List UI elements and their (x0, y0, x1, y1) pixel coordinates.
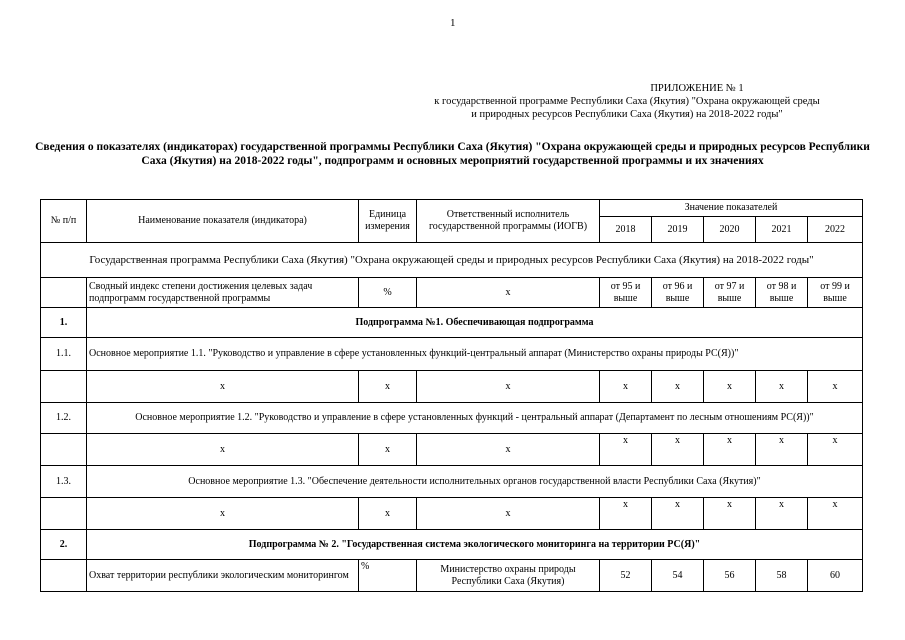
measure-1-2-value: х (756, 434, 808, 466)
measure-1-3-value: х (652, 498, 704, 530)
summary-value: от 98 и выше (756, 278, 808, 308)
measure-1-2-value: х (600, 434, 652, 466)
measure-1-1-value: х (756, 371, 808, 403)
indicator-value: 54 (652, 560, 704, 592)
indicator-name: Охват территории республики экологическим мониторингом (87, 560, 359, 592)
summary-unit: % (359, 278, 417, 308)
measure-1-1-value: х (704, 371, 756, 403)
header-year: 2020 (704, 217, 756, 243)
header-row-1 (41, 200, 863, 217)
measure-1-1-num: 1.1. (41, 338, 87, 371)
indicator-value: 58 (756, 560, 808, 592)
annex-line-1: ПРИЛОЖЕНИЕ № 1 (650, 83, 744, 94)
header-num: № п/п (41, 200, 87, 243)
summary-name: Сводный индекс степени достижения целевых задач подпрограмм государственной программы (87, 278, 359, 308)
subprogram-1-row (41, 308, 863, 338)
annex-line-3: и природных ресурсов Республики Саха (Якутия) на 2018-2022 годы" (471, 109, 783, 120)
measure-1-1-value: х (808, 371, 863, 403)
program-row (41, 243, 863, 278)
indicator-row (41, 560, 863, 592)
measure-1-1-executor: х (417, 371, 600, 403)
measure-1-1-value: х (652, 371, 704, 403)
measure-1-1-value: х (600, 371, 652, 403)
indicator-value: 52 (600, 560, 652, 592)
measure-1-3-value: х (600, 498, 652, 530)
measure-1-3-values-row (41, 498, 863, 530)
indicator-unit: % (359, 560, 417, 592)
subprogram-2-title: Подпрограмма № 2. "Государственная система экологического мониторинга на территории РС(Я)" (87, 530, 863, 560)
measure-1-2-value: х (808, 434, 863, 466)
indicator-executor: Министерство охраны природы Республики Саха (Якутия) (417, 560, 600, 592)
measure-1-2-num: 1.2. (41, 403, 87, 434)
summary-value: от 97 и выше (704, 278, 756, 308)
header-unit: Единица измерения (359, 200, 417, 243)
measure-1-1-unit: х (359, 371, 417, 403)
measure-1-3-value: х (756, 498, 808, 530)
header-name: Наименование показателя (индикатора) (87, 200, 359, 243)
measure-1-2-value: х (704, 434, 756, 466)
subprogram-2-num: 2. (41, 530, 87, 560)
header-year: 2021 (756, 217, 808, 243)
header-year: 2018 (600, 217, 652, 243)
measure-1-3-title: Основное мероприятие 1.3. "Обеспечение деятельности исполнительных органов государственной власти Республики Саха (Якутия)" (87, 466, 863, 498)
subprogram-2-row (41, 530, 863, 560)
measure-1-1-name: х (87, 371, 359, 403)
measure-1-2-name: х (87, 434, 359, 466)
measure-1-3-value: х (808, 498, 863, 530)
measure-1-3-executor: х (417, 498, 600, 530)
indicator-value: 56 (704, 560, 756, 592)
document-title: Сведения о показателях (индикаторах) государственной программы Республики Саха (Якутия) "Охрана окружающей среды и природных ресурсов Республики Саха (Якутия) на 2018-2022 годы", подпрограмм и основных мероприятий государственной программы и их значениях (35, 141, 870, 167)
measure-1-2-title: Основное мероприятие 1.2. "Руководство и управление в сфере установленных функций - центральный аппарат (Департамент по лесным отношениям РС(Я))" (87, 403, 863, 434)
measure-1-3-num: 1.3. (41, 466, 87, 498)
header-executor: Ответственный исполнитель государственной программы (ИОГВ) (417, 200, 600, 243)
subprogram-1-title: Подпрограмма №1. Обеспечивающая подпрограмма (87, 308, 863, 338)
summary-value: от 95 и выше (600, 278, 652, 308)
measure-1-3-name: х (87, 498, 359, 530)
subprogram-1-num: 1. (41, 308, 87, 338)
annex-line-2: к государственной программе Республики Саха (Якутия) "Охрана окружающей среды (434, 96, 820, 107)
header-year: 2019 (652, 217, 704, 243)
measure-1-2-empty (41, 434, 87, 466)
summary-executor: х (417, 278, 600, 308)
measure-1-1-row (41, 338, 863, 371)
summary-value: от 96 и выше (652, 278, 704, 308)
measure-1-3-row (41, 466, 863, 498)
indicator-value: 60 (808, 560, 863, 592)
summary-num (41, 278, 87, 308)
measure-1-2-executor: х (417, 434, 600, 466)
measure-1-3-empty (41, 498, 87, 530)
annex-header (397, 82, 857, 121)
measure-1-3-value: х (704, 498, 756, 530)
measure-1-1-values-row (41, 371, 863, 403)
measure-1-2-row (41, 403, 863, 434)
page-number: 1 (450, 17, 456, 29)
header-year: 2022 (808, 217, 863, 243)
measure-1-2-value: х (652, 434, 704, 466)
measure-1-2-values-row (41, 434, 863, 466)
measure-1-1-empty (41, 371, 87, 403)
program-title: Государственная программа Республики Саха (Якутия) "Охрана окружающей среды и природных ресурсов Республики Саха (Якутия) на 2018-2022 годы" (41, 243, 863, 278)
summary-row (41, 278, 863, 308)
indicator-num (41, 560, 87, 592)
summary-value: от 99 и выше (808, 278, 863, 308)
header-values: Значение показателей (600, 200, 863, 217)
measure-1-3-unit: х (359, 498, 417, 530)
measure-1-2-unit: х (359, 434, 417, 466)
indicators-table (40, 199, 863, 592)
measure-1-1-title: Основное мероприятие 1.1. "Руководство и управление в сфере установленных функций-центральный аппарат (Министерство охраны природы РС(Я))" (87, 338, 863, 371)
